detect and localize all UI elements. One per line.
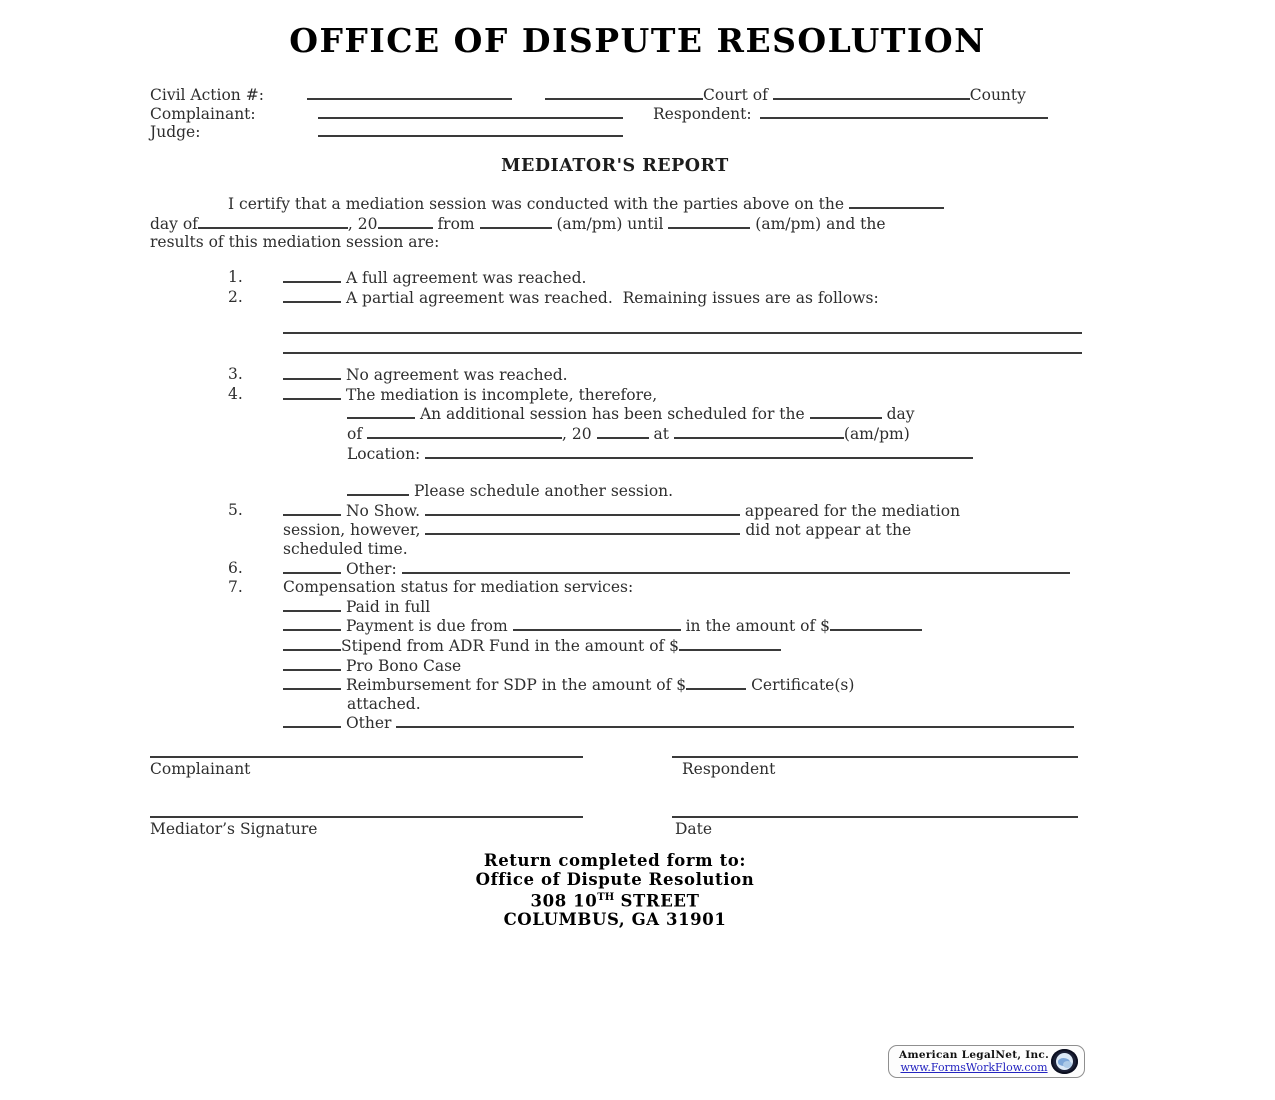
- comp-other-text-blank: [396, 713, 1074, 728]
- partial-agreement-blank: [283, 288, 341, 303]
- no-agreement-blank: [283, 365, 341, 380]
- respondent-signature-label: Respondent: [682, 760, 776, 778]
- item-4-text: The mediation is incomplete, therefore,: [345, 385, 658, 404]
- additional-session-blank: [347, 404, 415, 419]
- return-line-1: Return completed form to:: [483, 851, 747, 870]
- payment-amount-blank: [830, 616, 922, 631]
- respondent-label: Respondent:: [653, 104, 752, 123]
- remaining-issues-line-2: [283, 334, 1082, 354]
- item-3-text: No agreement was reached.: [345, 366, 568, 385]
- item-5: [150, 501, 1082, 559]
- session-year-blank: [597, 424, 649, 439]
- judge-label: Judge:: [150, 123, 201, 142]
- item-6: [150, 559, 1082, 579]
- complainant-row: [150, 104, 1085, 123]
- session-day-blank: [810, 404, 882, 419]
- day-label: day: [886, 405, 915, 424]
- intro-line3: results of this mediation session are:: [150, 233, 440, 252]
- date-blank: [849, 194, 944, 209]
- civil-action-row: [150, 85, 1085, 104]
- stipend-text: Stipend from ADR Fund in the amount of $: [341, 636, 680, 655]
- payment-due-blank: [283, 616, 341, 631]
- item-3: [150, 365, 1082, 385]
- incomplete-blank: [283, 385, 341, 400]
- item-4: [150, 385, 1082, 501]
- remaining-issues-line-1: [283, 316, 1082, 334]
- other-label: Other:: [345, 559, 397, 578]
- respondent-signature-line: [672, 745, 1078, 758]
- item-2-text: A partial agreement was reached. Remaining issues are as follows:: [345, 288, 879, 307]
- court-name-blank: [545, 85, 703, 100]
- street-number: 308 10: [530, 891, 598, 911]
- pro-bono-blank: [283, 656, 341, 671]
- intro-ampm-and: (am/pm) and the: [755, 214, 886, 233]
- at-label: at: [653, 424, 669, 443]
- item-5-number: 5.: [228, 500, 243, 519]
- intro-ampm-until: (am/pm) until: [556, 214, 664, 233]
- county-name-blank: [773, 85, 970, 100]
- complainant-signature-label: Complainant: [150, 760, 251, 778]
- certificate-text: Certificate(s): [751, 676, 855, 695]
- location-label: Location:: [347, 444, 421, 463]
- reimbursement-amount-blank: [686, 675, 746, 690]
- formsworkflow-link[interactable]: www.FormsWorkFlow.com: [900, 1061, 1048, 1074]
- pro-bono-text: Pro Bono Case: [345, 656, 462, 675]
- session-however-text: session, however,: [283, 521, 421, 540]
- civil-action-blank: [307, 85, 512, 100]
- intro-comma-20: , 20: [347, 214, 378, 233]
- signature-block: [150, 745, 1082, 838]
- intro-from: from: [437, 214, 475, 233]
- item-1-number: 1.: [228, 268, 243, 286]
- stipend-amount-blank: [679, 636, 781, 651]
- compensation-heading: Compensation status for mediation services:: [283, 578, 634, 597]
- globe-logo-icon: [1051, 1049, 1078, 1074]
- signature-row-1: [150, 745, 1082, 779]
- intro-day-of: day of: [150, 214, 198, 233]
- court-of-label: Court of: [703, 86, 768, 104]
- item-4-number: 4.: [228, 384, 243, 403]
- street-name: STREET: [614, 891, 700, 911]
- report-heading: MEDIATOR'S REPORT: [501, 156, 729, 176]
- no-show-blank: [283, 501, 341, 516]
- payment-source-blank: [513, 616, 681, 631]
- county-label: County: [969, 86, 1026, 104]
- signature-row-2: [150, 805, 1082, 839]
- comp-other-label: Other: [345, 714, 392, 733]
- form-title: OFFICE OF DISPUTE RESOLUTION: [289, 21, 986, 60]
- other-check-blank: [283, 559, 341, 574]
- please-schedule-blank: [347, 481, 409, 496]
- appeared-party-blank: [425, 501, 740, 516]
- item-7: [150, 578, 1082, 733]
- date-label: Date: [675, 819, 713, 838]
- header-gap: [752, 118, 760, 119]
- date-line: [672, 805, 1078, 818]
- year-blank: [378, 214, 433, 229]
- no-show-label: No Show.: [345, 501, 421, 520]
- other-text-blank: [402, 559, 1070, 574]
- intro-paragraph: [150, 194, 1090, 252]
- amount-of-text: in the amount of $: [685, 617, 831, 636]
- intro-line1: I certify that a mediation session was conducted with the parties above on the: [228, 195, 845, 213]
- item-2: [150, 288, 1082, 308]
- stipend-blank: [283, 636, 341, 651]
- return-line-2: Office of Dispute Resolution: [475, 869, 755, 889]
- return-line-4: COLUMBUS, GA 31901: [503, 910, 727, 930]
- civil-action-label: Civil Action #:: [150, 86, 264, 104]
- item-3-number: 3.: [228, 365, 243, 384]
- legalnet-badge: [888, 1045, 1085, 1078]
- session-month-blank: [367, 424, 562, 439]
- street-ordinal-sup: TH: [597, 892, 615, 904]
- please-schedule-text: Please schedule another session.: [413, 482, 674, 501]
- item-2-number: 2.: [228, 287, 243, 306]
- complainant-label: Complainant:: [150, 104, 256, 123]
- legalnet-company-name: American LegalNet, Inc.: [899, 1049, 1050, 1061]
- location-blank: [425, 444, 973, 459]
- header-gap: [512, 99, 545, 100]
- header-gap: [623, 118, 653, 119]
- complainant-blank: [318, 104, 623, 119]
- appeared-text: appeared for the mediation: [744, 501, 961, 520]
- start-time-blank: [480, 214, 552, 229]
- mediator-signature-line: [150, 805, 583, 818]
- paid-in-full-text: Paid in full: [345, 597, 431, 616]
- additional-session-text: An additional session has been scheduled for the: [419, 405, 805, 424]
- return-address: [150, 852, 1080, 930]
- respondent-blank: [760, 104, 1048, 119]
- item-7-number: 7.: [228, 578, 243, 597]
- paid-in-full-blank: [283, 597, 341, 612]
- complainant-signature-line: [150, 745, 583, 758]
- reimbursement-text: Reimbursement for SDP in the amount of $: [345, 676, 687, 695]
- mediator-signature-label: Mediator’s Signature: [150, 819, 318, 838]
- did-not-appear-text: did not appear at the: [745, 521, 912, 540]
- of-label: of: [347, 424, 363, 443]
- item-1-text: A full agreement was reached.: [345, 269, 587, 287]
- judge-blank: [318, 122, 623, 137]
- item-1: [150, 268, 1082, 288]
- scheduled-time-text: scheduled time.: [283, 539, 408, 558]
- session-time-blank: [674, 424, 844, 439]
- return-line-3: [150, 889, 1080, 911]
- payment-due-text: Payment is due from: [345, 617, 508, 636]
- comp-other-blank: [283, 713, 341, 728]
- header-fields: [150, 85, 1085, 141]
- absent-party-blank: [425, 520, 740, 535]
- end-time-blank: [668, 214, 750, 229]
- judge-row: [150, 122, 1085, 141]
- full-agreement-blank: [283, 268, 341, 283]
- month-blank: [198, 214, 348, 229]
- ampm-label: (am/pm): [843, 424, 910, 443]
- reimbursement-blank: [283, 675, 341, 690]
- item-6-number: 6.: [228, 558, 243, 577]
- results-list: [150, 268, 1082, 733]
- comma-20-label: , 20: [562, 424, 592, 443]
- attached-text: attached.: [347, 694, 421, 713]
